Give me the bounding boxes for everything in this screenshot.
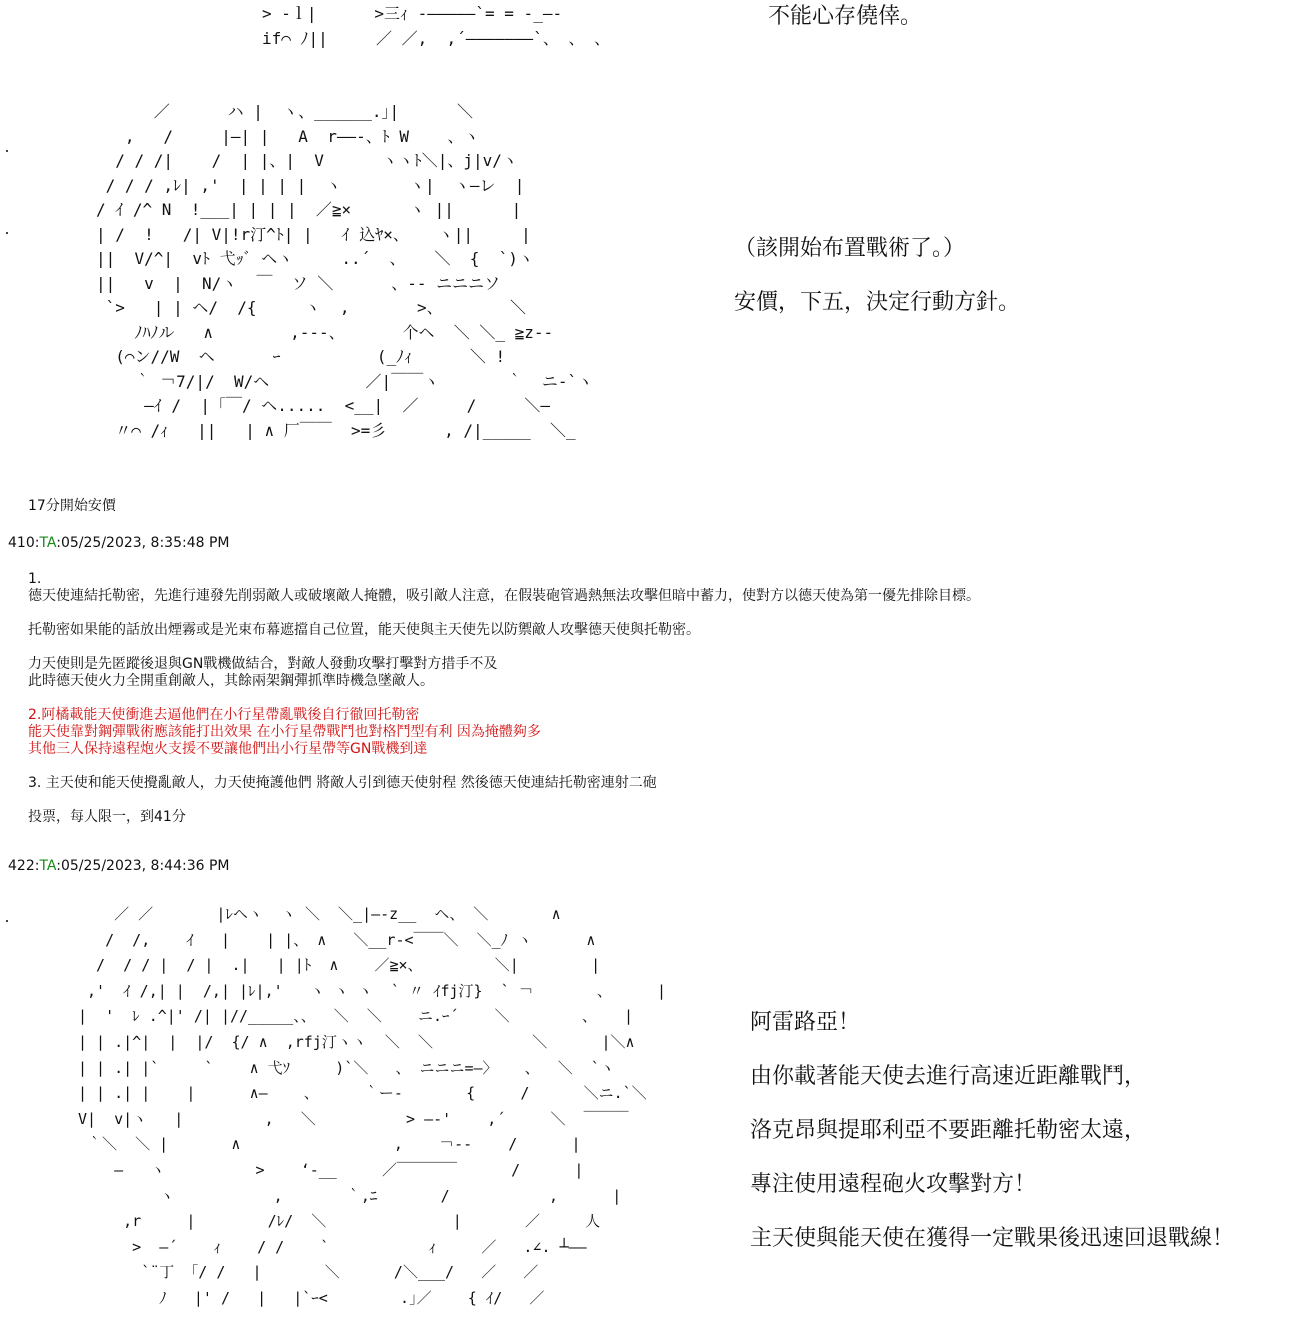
post-text-line: 投票，每人限一，到41分 xyxy=(28,809,186,825)
post-red-text-line: 2.阿橘載能天使衝進去逼他們在小行星帶亂戰後自行徹回托勒密 xyxy=(28,707,420,723)
art2-caption-5: 主天使與能天使在獲得一定戰果後迅速回退戰線！ xyxy=(750,1226,1235,1251)
post-text-line: 1. xyxy=(28,571,42,587)
separator: : xyxy=(34,858,40,874)
post-text-line: 德天使連結托勒密，先進行連發先削弱敵人或破壞敵人掩體，吸引敵人注意，在假裝砲管過熱無法攻擊但暗中蓄力，使對方以德天使為第一優先排除目標。 xyxy=(28,588,980,604)
poster-name[interactable]: TA xyxy=(39,858,57,874)
top-caption: 不能心存僥倖。 xyxy=(768,4,923,29)
post-410-header xyxy=(8,535,230,552)
ascii-art-1: ／ ハ | ヽ、______.｣| ＼ , / |―| | A r――-、ﾄ W 、ヽ / / /| / | |、| V ヽヽﾄ＼|、j|v/ヽ / / / ,ﾚ| ,' | | | | ヽ ヽ| ヽ―レ | / ｲ /^ N !___| | | | ／≧× ヽ || | | / ! /| V|!r汀^ﾄ| | ｲ 込ﾔ×、 ヽ|| | || V/^| vﾄ 弋ｯﾞ ヘヽ ..´ 、 ＼ { `)ヽ || v | N/ヽ ￣ ソ ＼ 、-- ニニニソ `> | | ヘ/ /{ ヽ , >、 ＼ ﾉﾊﾉル ∧ ,---、 个ヘ ＼ ＼_ ≧z-- (⌒ン//W ヘ ｰ (_ﾉｨ ＼ ! ｀ ￢7/|/ W/ヘ ／|￣￣ヽ ｀ ニ-`ヽ ―ｲ / |「￣/ ヘ..... <__| ／ / ＼― 〃⌒ /ｨ || | ∧ 厂￣￣ >=彡 , /|_____ ＼_ xyxy=(96,102,594,440)
post-text-line: 力天使則是先匿蹤後退與GN戰機做結合，對敵人發動攻擊打擊對方措手不及 xyxy=(28,656,498,672)
blank-line xyxy=(28,792,980,809)
art2-caption-3: 洛克昂與提耶利亞不要距離托勒密太遠， xyxy=(750,1118,1147,1143)
art1-caption-1: （該開始布置戰術了。） xyxy=(734,236,966,261)
blank-line xyxy=(28,690,980,707)
blank-line xyxy=(28,758,980,775)
art1-caption-2: 安價，下五，決定行動方針。 xyxy=(734,290,1021,315)
blank-line xyxy=(28,639,980,656)
post-timestamp: 05/25/2023, 8:44:36 PM xyxy=(60,858,230,874)
art2-caption-4: 專注使用遠程砲火攻擊對方！ xyxy=(750,1172,1037,1197)
post-timestamp: 05/25/2023, 8:35:48 PM xyxy=(60,535,230,551)
post-number[interactable]: 422 xyxy=(8,858,35,874)
post-red-text-line: 其他三人保持遠程炮火支援不要讓他們出小行星帶等GN戰機到達 xyxy=(28,741,428,757)
post-text-line: 此時德天使火力全開重創敵人，其餘兩架鋼彈抓準時機急墜敵人。 xyxy=(28,673,434,689)
art2-caption-1: 阿雷路亞！ xyxy=(750,1010,861,1035)
post-text-line: 3. 主天使和能天使攪亂敵人，力天使掩護他們 將敵人引到德天使射程 然後德天使連結托勒密連射二砲 xyxy=(28,775,657,791)
poster-name[interactable]: TA xyxy=(39,535,57,551)
ascii-art-2: ／ ／ |ﾚヘヽ ヽ ＼ ＼_|―-z__ ヘ、 ＼ ∧ / /, ｲ | | |、 ∧ ＼__r-<￣￣＼ ＼_ﾉ ヽ ∧ / / / | / | .| | |ﾄ ∧ ／≧×、 ＼| | ,' ｲ /,| | /,| |ﾚ|,' ヽ ヽ ヽ ` 〃 ｲfj汀} ` ￢ 、 | | ' ﾚ .^|' /| |//_____、、 ＼ ＼ ニ.ｰ´ ＼ 、 | | | .|^| | |/ {/ ∧ ,rfj汀ヽヽ ＼ ＼ ＼ |＼∧ | | .| |` ` ∧ 弋ｿ )`＼ 、 ニニニ=―〉 、 ＼ `ヽ | | .| | | ∧― 、 ｀ー- { / ＼ニ.`＼ V| v|ヽ | , ＼ > ―‐' ,´ ＼ ￣￣￣ ｀＼ ＼ | ∧ , ￢‐- / | ― ヽ > ‘‐__ ／￣￣￣￣ / | ヽ , ｀,ﾆ / , | ,r | /ﾚ/ ＼ | ／ 人 > ―´ ｨ / / ` ｨ ／ .∠. ┴―― `¨丁 「/ / | ＼ /＼___/ ／ ／ ﾉ |' / | |`ｰ< .｣／ { ｲ/ ／ xyxy=(78,905,667,1307)
separator: : xyxy=(56,858,61,874)
post-number[interactable]: 410 xyxy=(8,535,35,551)
post-410-body xyxy=(28,571,980,826)
margin-dot xyxy=(6,232,8,234)
margin-dot xyxy=(6,920,8,922)
art2-caption-2: 由你載著能天使去進行高速近距離戰鬥， xyxy=(750,1064,1147,1089)
separator: : xyxy=(34,535,40,551)
post-text-line: 托勒密如果能的話放出煙霧或是光束布幕遮擋自己位置，能天使與主天使先以防禦敵人攻擊德天使與托勒密。 xyxy=(28,622,700,638)
margin-dot xyxy=(6,150,8,152)
post-red-text-line: 能天使靠對鋼彈戰術應該能打出效果 在小行星帶戰鬥也對格鬥型有利 因為掩體夠多 xyxy=(28,724,541,740)
post-422-header xyxy=(8,858,230,875)
top-ascii-art: > -ｌ| >三ｨ -―――――`= = -_―- if⌒ ﾉ|| ／ ／, ,´―――――――`、 、 、 xyxy=(262,4,611,48)
separator: : xyxy=(56,535,61,551)
note-17: 17分開始安價 xyxy=(28,498,116,514)
blank-line xyxy=(28,605,980,622)
